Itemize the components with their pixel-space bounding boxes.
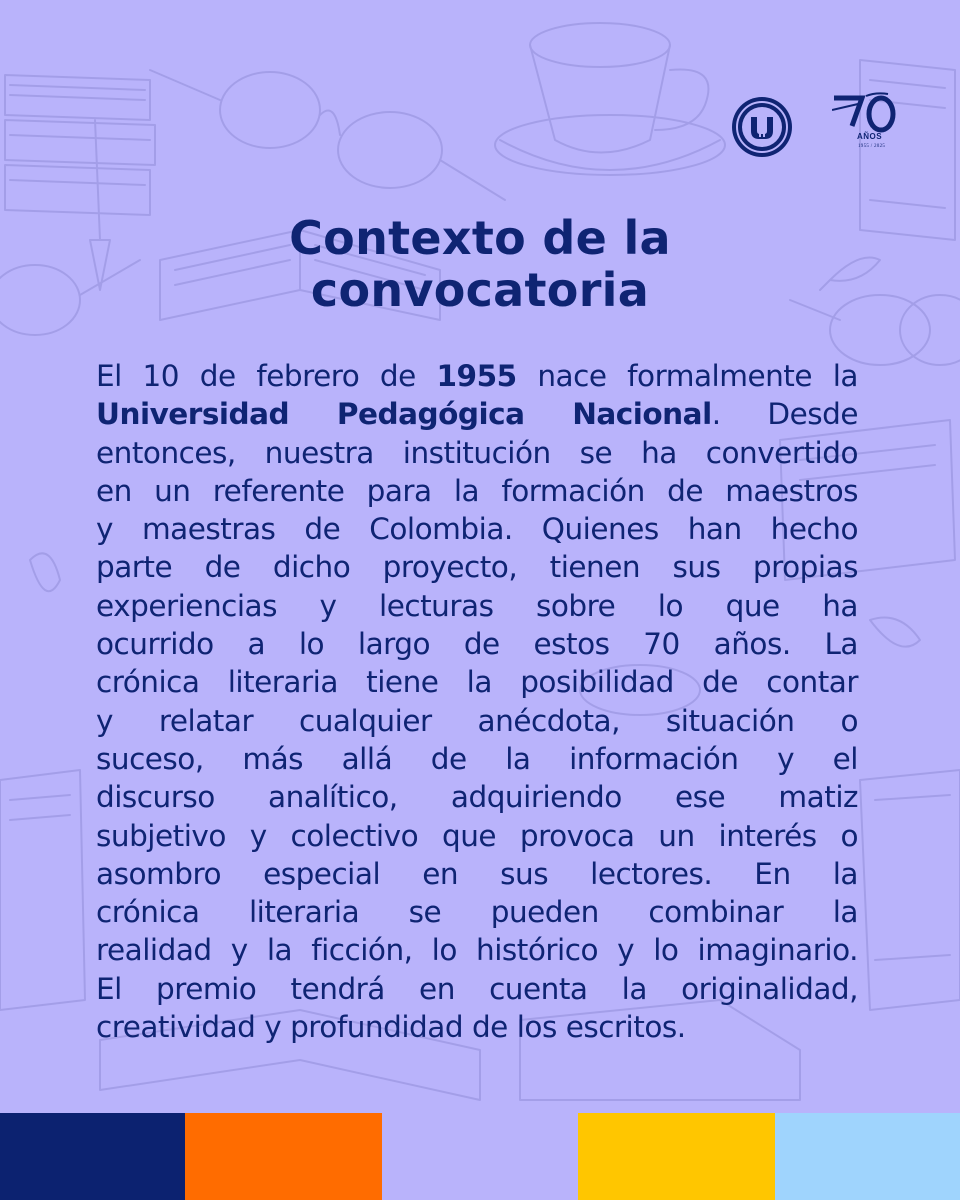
- stripe-orange: [185, 1113, 382, 1200]
- eyeglasses-illustration: [150, 70, 505, 200]
- body-line: asombro especial en sus lectores. En la: [96, 856, 858, 891]
- upn-logo-icon: [730, 95, 794, 159]
- books-lower-left-illustration: [0, 553, 85, 1010]
- body-line: discurso analítico, adquiriendo ese matiz: [96, 780, 858, 815]
- body-line: experiencias y lecturas sobre lo que ha: [96, 588, 858, 623]
- stripe-lavender: [382, 1113, 578, 1200]
- body-line: en un referente para la formación de maestros: [96, 473, 858, 508]
- page-title: [0, 212, 960, 316]
- anniversary-word: AÑOS: [857, 132, 883, 141]
- university-name-highlight: Universidad Pedagógica Nacional: [96, 397, 712, 432]
- body-line: suceso, más allá de la información y el: [96, 741, 858, 776]
- body-line: y maestras de Colombia. Quienes han hecho: [96, 512, 858, 547]
- seventy-mark-icon: [832, 92, 900, 134]
- body-line: [96, 395, 858, 433]
- stripe-light-blue: [775, 1113, 960, 1200]
- body-text-segment: nace formalmente la: [537, 359, 858, 393]
- body-line: entonces, nuestra institución se ha convertido: [96, 435, 858, 470]
- body-line: creatividad y profundidad de los escritos.: [96, 1010, 686, 1045]
- books-lower-right-illustration: [860, 618, 960, 1011]
- body-line: realidad y la ficción, lo histórico y lo imaginario.: [96, 933, 858, 968]
- title-line-1: Contexto de la: [289, 211, 671, 265]
- body-line: crónica literaria tiene la posibilidad de contar: [96, 665, 858, 700]
- stripe-navy: [0, 1113, 185, 1200]
- stripe-yellow: [578, 1113, 775, 1200]
- body-text-segment: . Desde: [711, 397, 858, 432]
- header-logos: [730, 92, 900, 162]
- body-line: subjetivo y colectivo que provoca un interés o: [96, 818, 858, 853]
- teacup-illustration: [495, 23, 725, 175]
- color-stripe-bar: [0, 1113, 960, 1200]
- body-line: El premio tendrá en cuenta la originalidad,: [96, 971, 858, 1006]
- body-text-segment: El 10 de febrero de: [96, 359, 416, 393]
- body-line: [96, 357, 858, 395]
- body-line: ocurrido a lo largo de estos 70 años. La: [96, 627, 858, 662]
- year-highlight: 1955: [436, 359, 517, 393]
- body-line: parte de dicho proyecto, tienen sus propias: [96, 550, 858, 585]
- body-line: y relatar cualquier anécdota, situación o: [96, 703, 858, 738]
- body-paragraph: [96, 357, 858, 1046]
- body-line: crónica literaria se pueden combinar la: [96, 895, 858, 930]
- anniversary-logo: [832, 92, 900, 162]
- title-line-2: convocatoria: [310, 263, 650, 317]
- anniversary-years: 1955 / 2025: [858, 144, 886, 149]
